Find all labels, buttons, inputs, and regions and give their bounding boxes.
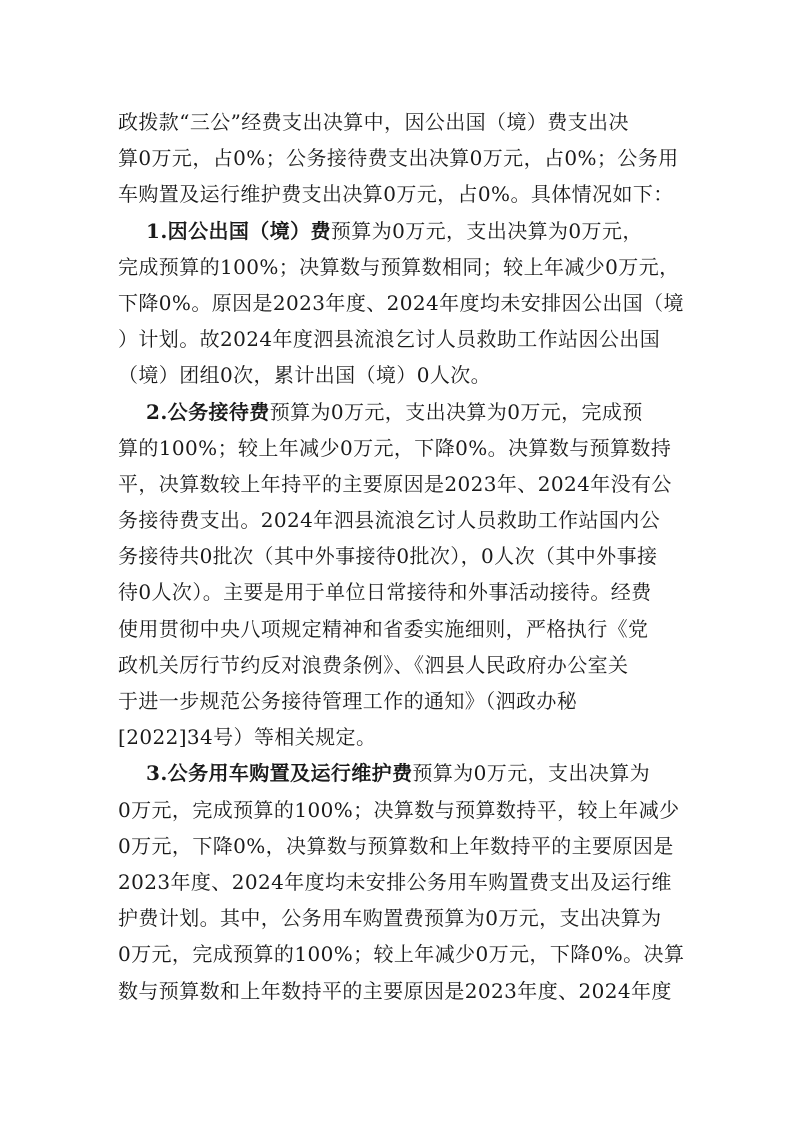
line-text: 下降0%。原因是2023年度、2024年度均未安排因公出国（境 (118, 290, 684, 315)
line-text: ）计划。故2024年度泗县流浪乞讨人员救助工作站因公出国 (118, 327, 661, 352)
line-text: 待0人次）。主要是用于单位日常接待和外事活动接待。经费 (118, 580, 652, 605)
line-text: 平，决算数较上年持平的主要原因是2023年、2024年没有公 (118, 471, 672, 496)
line-text: 算0万元，占0%；公务接待费支出决算0万元，占0%；公务用 (118, 146, 679, 171)
text-line (118, 647, 683, 683)
text-line (118, 900, 683, 936)
line-text: 数与预算数和上年数持平的主要原因是2023年度、2024年度 (118, 978, 672, 1003)
line-text: 务接待费支出。2024年泗县流浪乞讨人员救助工作站国内公 (118, 508, 661, 533)
text-line (118, 792, 683, 828)
text-line (118, 140, 683, 176)
text-line (118, 213, 683, 249)
line-text: 2023年度、2024年度均未安排公务用车购置费支出及运行维 (118, 869, 672, 894)
line-text: 完成预算的100%；决算数与预算数相同；较上年减少0万元， (118, 254, 680, 279)
section-heading: 2.公务接待费 (146, 399, 270, 424)
text-line (118, 828, 683, 864)
text-line (118, 394, 683, 430)
line-text: 预算为0万元，支出决算为0万元，完成预 (269, 399, 643, 424)
text-line (118, 502, 683, 538)
text-line (118, 357, 683, 393)
line-text: 务接待共0批次（其中外事接待0批次），0人次（其中外事接 (118, 544, 658, 569)
line-text: 政拨款“三公”经费支出决算中，因公出国（境）费支出决 (118, 110, 629, 134)
text-line (118, 936, 683, 972)
line-text: 护费计划。其中，公务用车购置费预算为0万元，支出决算为 (118, 906, 662, 931)
line-text: 使用贯彻中央八项规定精神和省委实施细则，严格执行《党 (118, 616, 649, 641)
text-line (118, 104, 683, 140)
section-heading: 1.因公出国（境）费 (146, 218, 331, 243)
section-heading: 3.公务用车购置及运行维护费 (146, 761, 413, 786)
line-text: 0万元，完成预算的100%；决算数与预算数持平，较上年减少 (118, 797, 680, 822)
line-text: 政机关厉行节约反对浪费条例》、《泗县人民政府办公室关 (118, 652, 629, 677)
text-line (118, 321, 683, 357)
line-text: 预算为0万元，支出决算为 (412, 761, 651, 786)
text-line (118, 755, 683, 791)
line-text: 算的100%；较上年减少0万元，下降0%。决算数与预算数持 (118, 435, 672, 460)
text-line (118, 683, 683, 719)
line-text: 0万元，完成预算的100%；较上年减少0万元，下降0%。决算 (118, 942, 685, 967)
line-text: 车购置及运行维护费支出决算0万元，占0%。具体情况如下： (118, 182, 674, 207)
line-text: 0万元，下降0%，决算数与预算数和上年数持平的主要原因是 (118, 833, 674, 858)
text-line (118, 973, 683, 1009)
text-line (118, 719, 683, 755)
text-line (118, 249, 683, 285)
text-line (118, 176, 683, 212)
text-line (118, 574, 683, 610)
text-line (118, 611, 683, 647)
text-line (118, 285, 683, 321)
body-text (118, 104, 683, 1009)
text-line (118, 864, 683, 900)
line-text: [2022]34号）等相关规定。 (118, 725, 377, 750)
line-text: 预算为0万元，支出决算为0万元， (330, 218, 643, 243)
line-text: 于进一步规范公务接待管理工作的通知》（泗政办秘 (118, 689, 578, 713)
line-text: （境）团组0次，累计出国（境）0人次。 (118, 363, 492, 388)
text-line (118, 466, 683, 502)
text-line (118, 430, 683, 466)
text-line (118, 538, 683, 574)
